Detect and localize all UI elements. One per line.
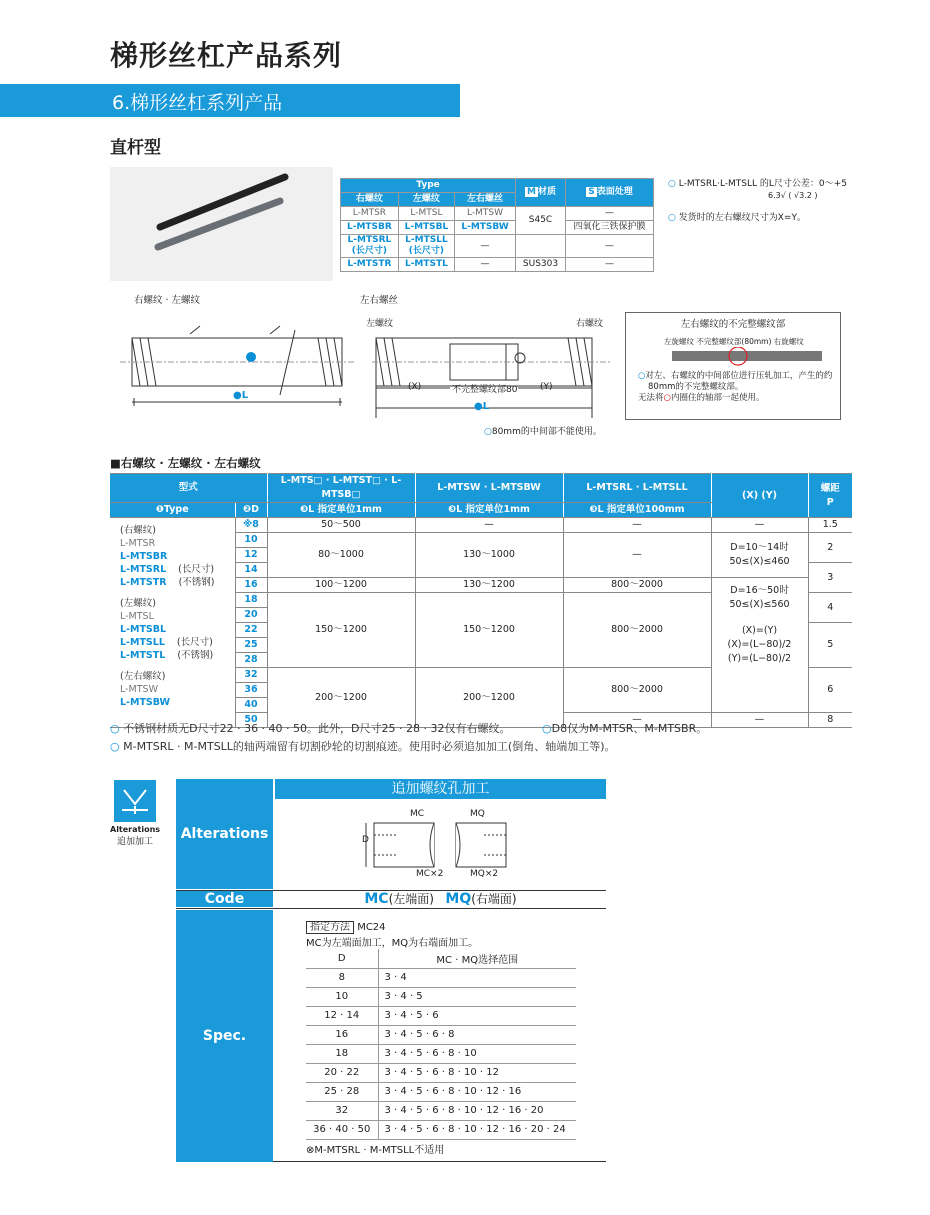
cell: L-MTSW (455, 207, 516, 221)
cell: — (566, 207, 654, 221)
dim-x: (X) (408, 382, 422, 392)
d-cell: 36 (235, 683, 267, 698)
cell: L-MTSLL (长尺寸) (398, 235, 454, 258)
box-note: 对左、右螺纹的中间部位进行压轧加工，产生的约 (645, 371, 833, 381)
alterations-title: 追加螺纹孔加工 (275, 779, 606, 799)
range: 100〜1200 (267, 578, 415, 593)
alt-d: D (362, 835, 369, 845)
type-header: Type (341, 179, 516, 193)
box-note: 80mm的不完整螺纹部。 (648, 382, 744, 392)
right-rod-diagram (372, 326, 612, 422)
main-table (110, 473, 852, 728)
col-both: 左右螺丝 (455, 193, 516, 207)
d-cell: 25 (235, 638, 267, 653)
h-model: 型式 (110, 474, 267, 503)
cell: L-MTSBW (455, 221, 516, 235)
spec-row: 32 3 · 4 · 5 · 6 · 8 · 10 · 12 · 16 · 20 (306, 1101, 576, 1120)
pitch: 2 (808, 533, 852, 563)
xy: — (711, 518, 808, 533)
type-table (340, 178, 654, 272)
dim-incomplete: 不完整螺纹部80 (452, 385, 518, 395)
box-labels: 左旋螺纹 不完整螺纹部(80mm) 右旋螺纹 (664, 337, 804, 346)
h-unit3: ❸L 指定单位100mm (563, 503, 711, 518)
spec-row: 12 · 14 3 · 4 · 5 · 6 (306, 1006, 576, 1025)
tolerance-note: L-MTSRL·L-MTSLL 的L尺寸公差：0〜+5 (678, 179, 847, 189)
code-row-header: Code (176, 891, 273, 907)
xy: D=10〜14时 50≤(X)≤460 (711, 533, 808, 578)
alteration-diagram (356, 807, 536, 887)
pitch: 8 (808, 713, 852, 728)
col-left: 左螺纹 (398, 193, 454, 207)
alt-mq: MQ (470, 809, 485, 819)
pitch: 3 (808, 563, 852, 593)
page-title: 梯形丝杠产品系列 (110, 39, 343, 72)
box-title: 左右螺纹的不完整螺纹部 (680, 319, 786, 330)
d-cell: 16 (235, 578, 267, 593)
pitch: 1.5 (808, 518, 852, 533)
spec-method: 指定方法 MC24 (306, 918, 386, 933)
h-xy: (X) (Y) (711, 474, 808, 518)
cell: L-MTSBL (398, 221, 454, 235)
cell: L-MTSR (341, 207, 399, 221)
right-thread-label: 右螺纹 (576, 319, 604, 329)
surface-header: S 表面处理 (566, 179, 654, 207)
spec-desc: MC为左端面加工，MQ为右端面加工。 (306, 938, 479, 949)
pitch: 5 (808, 623, 852, 668)
h-g1: L-MTS□ · L-MTST□ · L-MTSB□ (267, 474, 415, 503)
cell: — (566, 258, 654, 272)
h-type: ❶Type (110, 503, 235, 518)
col-right: 右螺纹 (341, 193, 399, 207)
spec-row: 36 · 40 · 50 3 · 4 · 5 · 6 · 8 · 10 · 12 · 16 · 20 · 24 (306, 1120, 576, 1139)
right-diagram-caption: 左右螺丝 (360, 295, 399, 306)
dim-l-right: ●L (474, 401, 490, 412)
spec-row-header: Spec. (176, 910, 273, 1162)
spec-note: ⊗M-MTSRL · M-MTSLL不适用 (306, 1145, 445, 1156)
d-cell: 12 (235, 548, 267, 563)
range: 800〜2000 (563, 578, 711, 593)
left-thread-label: 左螺纹 (366, 319, 394, 329)
d-cell: 28 (235, 653, 267, 668)
range: — (415, 518, 563, 533)
left-diagram-caption: 右螺纹 · 左螺纹 (134, 295, 201, 306)
range: 200〜1200 (415, 668, 563, 728)
d-cell: 14 (235, 563, 267, 578)
d-cell: ※8 (235, 518, 267, 533)
range: 200〜1200 (267, 668, 415, 728)
cell: L-MTSL (398, 207, 454, 221)
range: 130〜1000 (415, 533, 563, 578)
code-value: MC(左端面) MQ(右端面) (364, 891, 517, 907)
material-header: M 材质 (516, 179, 566, 207)
spec-row: 18 3 · 4 · 5 · 6 · 8 · 10 (306, 1044, 576, 1063)
d-cell: 10 (235, 533, 267, 548)
pitch: 4 (808, 593, 852, 623)
cell: 四氧化三铁保护膜 (566, 221, 654, 235)
spec-row: 16 3 · 4 · 5 · 6 · 8 (306, 1025, 576, 1044)
xy: — (711, 713, 808, 728)
d-cell: 22 (235, 623, 267, 638)
cell: L-MTSTL (398, 258, 454, 272)
alt-mcx2: MC×2 (416, 869, 444, 879)
alterations-icon: Alterations 追加加工 (110, 780, 160, 847)
h-g3: L-MTSRL · L-MTSLL (563, 474, 711, 503)
d-cell: 50 (235, 713, 267, 728)
product-photo (110, 167, 333, 281)
range: 130〜1200 (415, 578, 563, 593)
range: 150〜1200 (267, 593, 415, 668)
box-rod (626, 347, 842, 367)
d-cell: 20 (235, 608, 267, 623)
range: 150〜1200 (415, 593, 563, 668)
section-title: 6.梯形丝杠系列产品 (112, 92, 283, 114)
range: 80〜1000 (267, 533, 415, 578)
alterations-row-header: Alterations (176, 779, 273, 889)
dim-d-left: D (248, 352, 257, 363)
d-cell: 40 (235, 698, 267, 713)
incomplete-thread-box: 左右螺纹的不完整螺纹部 左旋螺纹 不完整螺纹部(80mm) 右旋螺纹 ○对左、右螺纹的中间部位进行压轧加工，产生的约 80mm的不完整螺纹部。 无法将○内圈住的轴部一起使用。 (625, 312, 841, 420)
cell: L-MTSTR (341, 258, 399, 272)
d-cell: 18 (235, 593, 267, 608)
range: — (563, 713, 711, 728)
side-notes: ○ L-MTSRL·L-MTSLL 的L尺寸公差：0〜+5 6.3√ ( √3.2 ) ○ 发货时的左右螺纹尺寸为X=Y。 (668, 176, 868, 223)
spec-row: 10 3 · 4 · 5 (306, 987, 576, 1006)
h-pitch: 螺距 P (808, 474, 852, 518)
note-80: ○80mm的中间部不能使用。 (484, 427, 602, 437)
spec-row: 8 3 · 4 (306, 968, 576, 987)
alterations-table (176, 779, 606, 1162)
h-unit2: ❸L 指定单位1mm (415, 503, 563, 518)
bottom-note-2: ○D8仅为M-MTSR、M-MTSBR。 (542, 722, 708, 735)
cell: SUS303 (516, 258, 566, 272)
range: — (563, 518, 711, 533)
bottom-note-3: ○ M-MTSRL · M-MTSLL的轴两端留有切割砂轮的切割痕迹。使用时必须追加加工(倒角、轴端加工等)。 (110, 740, 616, 753)
dim-y: (Y) (540, 382, 553, 392)
cell: — (566, 235, 654, 258)
cutting-tool-icon (114, 780, 156, 822)
pitch: 6 (808, 668, 852, 713)
range: 50〜500 (267, 518, 415, 533)
cell: S45C (516, 207, 566, 235)
range: 800〜2000 (563, 593, 711, 668)
spec-row: 25 · 28 3 · 4 · 5 · 6 · 8 · 10 · 12 · 16 (306, 1082, 576, 1101)
xy: D=16〜50时 50≤(X)≤560 (X)=(Y) (X)=(L−80)/2 (Y)=(L−80)/2 (711, 578, 808, 713)
main-table-heading: ■右螺纹 · 左螺纹 · 左右螺纹 (110, 456, 261, 470)
cell: L-MTSBR (341, 221, 399, 235)
h-unit1: ❸L 指定单位1mm (267, 503, 415, 518)
dim-l-left: ●L (233, 390, 249, 401)
left-rod-diagram (120, 320, 355, 420)
d-cell: 32 (235, 668, 267, 683)
alt-mqx2: MQ×2 (470, 869, 499, 879)
spec-row: 20 · 22 3 · 4 · 5 · 6 · 8 · 10 · 12 (306, 1063, 576, 1082)
bottom-note-1: ○ 不锈钢材质无D尺寸22 · 36 · 40 · 50。此外，D尺寸25 · 28 · 32仅有右螺纹。 (110, 722, 511, 735)
cell: — (455, 235, 516, 258)
alt-mc: MC (410, 809, 425, 819)
h-d: ❷D (235, 503, 267, 518)
xy-note: 发货时的左右螺纹尺寸为X=Y。 (678, 213, 806, 223)
cell: — (455, 258, 516, 272)
spec-table: D MC · MQ选择范围 8 3 · 4 10 3 · 4 · 5 12 · 14 3 · 4 · 5 · 6 16 3 · 4 · 5 · 6 · 8 18 3 · 4 · 5 · 6 · 8 · 10 20 · 22 3 · 4 · 5 · 6 · 8 · 10 · 12 25 · 28 3 · 4 · 5 · 6 · 8 · 10 · 12 · 16 32 3 · 4 · 5 · 6 · 8 · 10 · 12 · 16 · 20 36 · 40 · 50 3 · 4 · 5 · 6 · 8 · 10 · 12 · 16 · 20 · 24 (306, 949, 576, 1140)
subtitle: 直杆型 (110, 138, 161, 158)
roughness-symbols: 6.3√ ( √3.2 ) (768, 191, 818, 200)
range: — (563, 533, 711, 578)
range: 800〜2000 (563, 668, 711, 713)
h-g2: L-MTSW · L-MTSBW (415, 474, 563, 503)
type-cell: (右螺纹) L-MTSR L-MTSBR L-MTSRL (长尺寸) L-MTSTR (不锈钢) (左螺纹) L-MTSL L-MTSBL L-MTSLL (长尺寸) L-MTSTL (不锈钢) (左右螺纹) L-MTSW L-MTSBW (110, 518, 235, 728)
cell: L-MTSRL (长尺寸) (341, 235, 399, 258)
rod-image (110, 167, 333, 281)
